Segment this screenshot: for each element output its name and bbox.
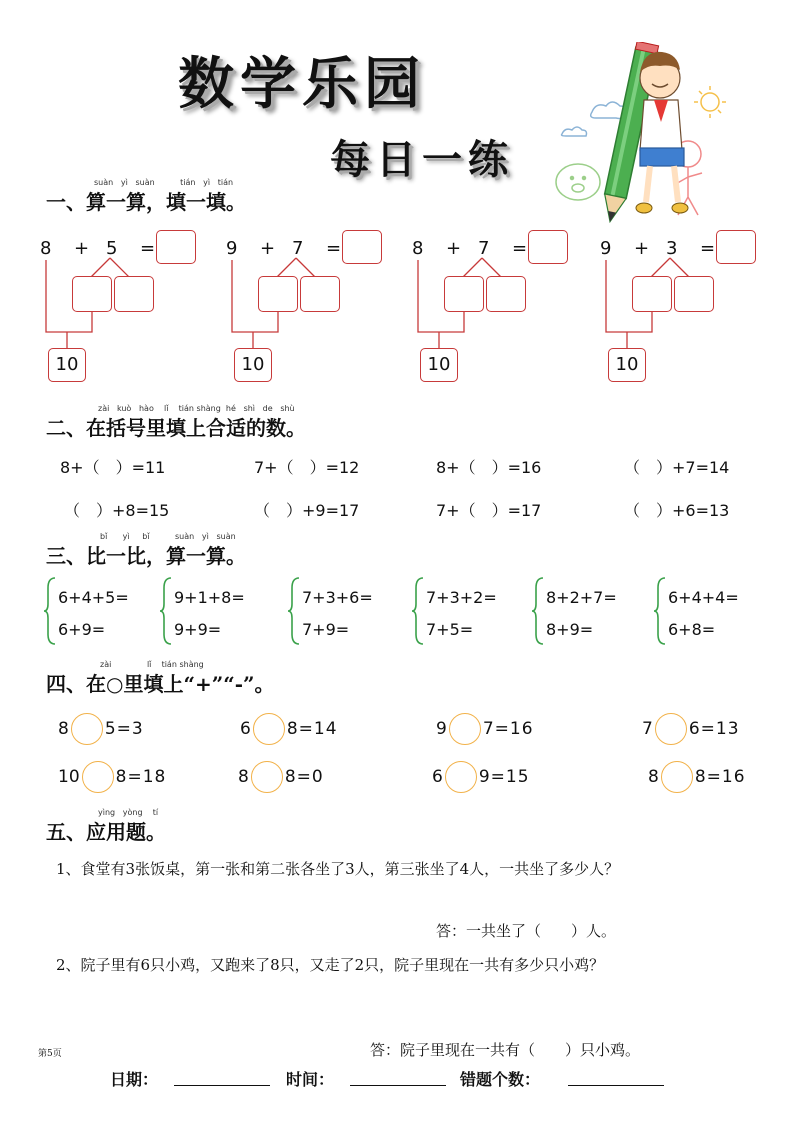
split-problem <box>224 230 394 390</box>
right-expression: 7=16 <box>482 719 534 739</box>
operator-problem <box>58 760 166 794</box>
fill-item: （ ）+9=17 <box>254 501 360 520</box>
section-1-heading: suàn yì suàn tián yì tián 一、算一算，填一填。 <box>46 178 246 214</box>
plus-sign: + <box>74 238 90 259</box>
date-label: 日期： <box>110 1070 159 1089</box>
equals-sign: = <box>512 238 528 259</box>
split-problem <box>38 230 208 390</box>
split-box-left[interactable] <box>444 276 484 312</box>
split-problem <box>598 230 768 390</box>
addend-b: 7 <box>478 238 490 259</box>
left-operand: 7 <box>642 719 653 739</box>
split-box-right[interactable] <box>486 276 526 312</box>
fill-item: 8+（ ）=16 <box>436 458 542 477</box>
answer-box[interactable] <box>528 230 568 264</box>
split-box-left[interactable] <box>258 276 298 312</box>
operator-problem <box>436 712 534 746</box>
fill-item: 7+（ ）=17 <box>436 501 542 520</box>
left-operand: 8 <box>58 719 69 739</box>
operator-problem <box>240 712 338 746</box>
brace-icon <box>654 576 668 646</box>
operator-problem <box>58 712 144 746</box>
addend-a: 8 <box>40 238 52 259</box>
ten-box: 10 <box>608 348 646 382</box>
answer-box[interactable] <box>342 230 382 264</box>
operator-problem <box>642 712 740 746</box>
word-problem-1: 1、食堂有3张饭桌，第一张和第二张各坐了3人，第三张坐了4人，一共坐了多少人？ <box>56 860 620 878</box>
brace-icon <box>288 576 302 646</box>
addend-a: 9 <box>226 238 238 259</box>
split-box-right[interactable] <box>300 276 340 312</box>
time-field[interactable] <box>350 1084 446 1086</box>
split-box-right[interactable] <box>114 276 154 312</box>
brace-icon <box>412 576 426 646</box>
right-expression: 8=0 <box>284 767 324 787</box>
operator-circle[interactable] <box>82 761 114 793</box>
operator-circle[interactable] <box>449 713 481 745</box>
split-box-left[interactable] <box>632 276 672 312</box>
section-3-pinyin: bǐ yì bǐ suàn yì suàn <box>100 532 236 541</box>
fill-item: 7+（ ）=12 <box>254 458 360 477</box>
compare-top: 9+1+8= <box>174 588 245 607</box>
word-problem-2: 2、院子里有6只小鸡，又跑来了8只，又走了2只，院子里现在一共有多少只小鸡？ <box>56 956 605 974</box>
page-number: 第5页 <box>38 1049 62 1059</box>
answer-box[interactable] <box>716 230 756 264</box>
section-2-pinyin: zài kuò hào lǐ tián shàng hé shì de shù <box>98 404 295 413</box>
word-answer-1: 答：一共坐了（ ）人。 <box>436 922 617 940</box>
compare-bottom: 7+9= <box>302 620 350 639</box>
left-operand: 6 <box>432 767 443 787</box>
compare-bottom: 9+9= <box>174 620 222 639</box>
operator-circle[interactable] <box>661 761 693 793</box>
operator-circle[interactable] <box>655 713 687 745</box>
left-operand: 6 <box>240 719 251 739</box>
section-5-heading: yìng yòng tí 五、应用题。 <box>46 808 166 844</box>
section-5-pinyin: yìng yòng tí <box>98 808 159 817</box>
right-expression: 8=14 <box>286 719 338 739</box>
word-answer-2: 答：院子里现在一共有（ ）只小鸡。 <box>370 1041 641 1059</box>
split-problem <box>410 230 580 390</box>
left-operand: 10 <box>58 767 80 787</box>
fill-item: （ ）+8=15 <box>64 501 170 520</box>
right-expression: 5=3 <box>104 719 144 739</box>
section-2-heading: zài kuò hào lǐ tián shàng hé shì de shù 二、在括号里填上合适的数。 <box>46 404 306 440</box>
compare-top: 6+4+4= <box>668 588 739 607</box>
compare-group <box>44 576 164 646</box>
compare-group <box>654 576 774 646</box>
left-operand: 8 <box>238 767 249 787</box>
brace-icon <box>160 576 174 646</box>
plus-sign: + <box>260 238 276 259</box>
compare-bottom: 8+9= <box>546 620 594 639</box>
operator-problem <box>648 760 746 794</box>
fill-item: 8+（ ）=11 <box>60 458 166 477</box>
errors-field[interactable] <box>568 1084 664 1086</box>
compare-bottom: 7+5= <box>426 620 474 639</box>
compare-group <box>160 576 280 646</box>
plus-sign: + <box>634 238 650 259</box>
equals-sign: = <box>700 238 716 259</box>
ten-box: 10 <box>420 348 458 382</box>
compare-top: 7+3+6= <box>302 588 373 607</box>
boy-pencil-illustration <box>550 42 730 232</box>
fill-item: （ ）+7=14 <box>624 458 730 477</box>
operator-circle[interactable] <box>253 713 285 745</box>
operator-problem <box>238 760 324 794</box>
equals-sign: = <box>326 238 342 259</box>
addend-a: 9 <box>600 238 612 259</box>
time-label: 时间： <box>286 1070 335 1089</box>
addend-a: 8 <box>412 238 424 259</box>
compare-top: 6+4+5= <box>58 588 129 607</box>
left-operand: 9 <box>436 719 447 739</box>
compare-top: 8+2+7= <box>546 588 617 607</box>
addend-b: 7 <box>292 238 304 259</box>
addend-b: 3 <box>666 238 678 259</box>
addend-b: 5 <box>106 238 118 259</box>
operator-problem <box>432 760 530 794</box>
page-subtitle: 每日一练 <box>330 136 514 183</box>
equals-sign: = <box>140 238 156 259</box>
right-expression: 8=16 <box>694 767 746 787</box>
answer-box[interactable] <box>156 230 196 264</box>
ten-box: 10 <box>234 348 272 382</box>
date-field[interactable] <box>174 1084 270 1086</box>
compare-group <box>532 576 652 646</box>
compare-top: 7+3+2= <box>426 588 497 607</box>
section-1-pinyin: suàn yì suàn tián yì tián <box>94 178 234 187</box>
compare-bottom: 6+8= <box>668 620 716 639</box>
fill-item: （ ）+6=13 <box>624 501 730 520</box>
section-4-pinyin: zài lǐ tián shàng <box>100 660 204 669</box>
section-3-heading: bǐ yì bǐ suàn yì suàn 三、比一比，算一算。 <box>46 532 246 568</box>
left-operand: 8 <box>648 767 659 787</box>
page-title: 数学乐园 <box>178 51 426 117</box>
errors-label: 错题个数： <box>460 1070 541 1089</box>
split-box-left[interactable] <box>72 276 112 312</box>
brace-icon <box>532 576 546 646</box>
right-expression: 6=13 <box>688 719 740 739</box>
compare-bottom: 6+9= <box>58 620 106 639</box>
operator-circle[interactable] <box>251 761 283 793</box>
right-expression: 8=18 <box>115 767 167 787</box>
plus-sign: + <box>446 238 462 259</box>
operator-circle[interactable] <box>445 761 477 793</box>
ten-box: 10 <box>48 348 86 382</box>
compare-group <box>288 576 408 646</box>
compare-group <box>412 576 532 646</box>
operator-circle[interactable] <box>71 713 103 745</box>
split-box-right[interactable] <box>674 276 714 312</box>
brace-icon <box>44 576 58 646</box>
section-4-heading: zài lǐ tián shàng 四、在○里填上“+”“-”。 <box>46 660 275 696</box>
right-expression: 9=15 <box>478 767 530 787</box>
